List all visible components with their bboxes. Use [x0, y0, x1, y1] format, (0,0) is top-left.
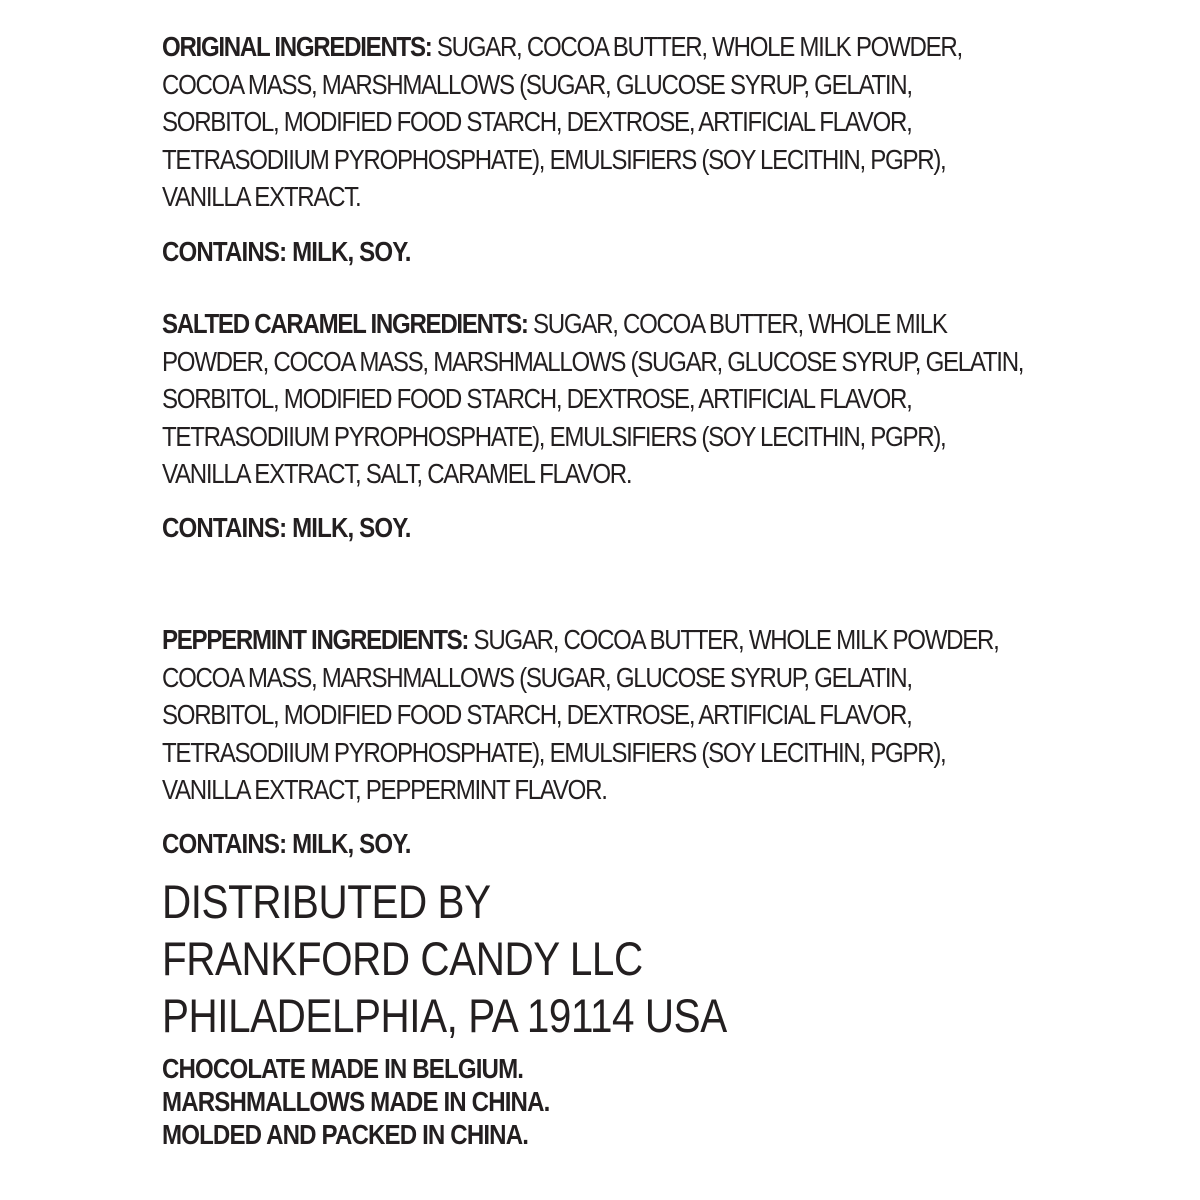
peppermint-ingredients-line-3: SORBITOL, MODIFIED FOOD STARCH, DEXTROSE, ARTIFICIAL FLAVOR, [162, 699, 912, 731]
salted-caramel-ingredients-line-2: POWDER, COCOA MASS, MARSHMALLOWS (SUGAR, GLUCOSE SYRUP, GELATIN, [162, 345, 1024, 377]
original-ingredients-line-1-text: SUGAR, COCOA BUTTER, WHOLE MILK POWDER, [431, 31, 962, 62]
origin-section [162, 1052, 1162, 1151]
distributor-section [162, 873, 1162, 1044]
peppermint-ingredients-line-1-text: SUGAR, COCOA BUTTER, WHOLE MILK POWDER, [468, 624, 999, 655]
peppermint-ingredients-line-2: COCOA MASS, MARSHMALLOWS (SUGAR, GLUCOSE SYRUP, GELATIN, [162, 661, 912, 693]
peppermint-ingredients-text [162, 621, 1108, 809]
salted-caramel-ingredients-line-4: TETRASODIIUM PYROPHOSPHATE), EMULSIFIERS (SOY LECITHIN, PGPR), [162, 420, 946, 452]
origin-line-2: MARSHMALLOWS MADE IN CHINA. [162, 1086, 550, 1117]
original-ingredients-section [162, 28, 1162, 216]
salted-caramel-ingredients-line-1-text: SUGAR, COCOA BUTTER, WHOLE MILK [527, 308, 947, 339]
peppermint-ingredients-line-4: TETRASODIIUM PYROPHOSPHATE), EMULSIFIERS (SOY LECITHIN, PGPR), [162, 736, 946, 768]
original-ingredients-line-1 [162, 28, 1108, 66]
distributor-line-3: PHILADELPHIA, PA 19114 USA [162, 989, 727, 1042]
distributor-text [162, 873, 1022, 1044]
peppermint-ingredients-label: PEPPERMINT INGREDIENTS: [162, 624, 469, 655]
peppermint-ingredients-section [162, 621, 1162, 809]
salted-caramel-ingredients-label: SALTED CARAMEL INGREDIENTS: [162, 308, 528, 339]
peppermint-contains-section [162, 828, 1162, 860]
original-ingredients-label: ORIGINAL INGREDIENTS: [162, 31, 432, 62]
peppermint-ingredients-line-1 [162, 621, 1108, 659]
salted-caramel-contains-section [162, 512, 1162, 544]
salted-caramel-ingredients-text [162, 305, 1108, 493]
original-ingredients-line-3: SORBITOL, MODIFIED FOOD STARCH, DEXTROSE, ARTIFICIAL FLAVOR, [162, 106, 912, 138]
original-ingredients-line-4: TETRASODIIUM PYROPHOSPHATE), EMULSIFIERS (SOY LECITHIN, PGPR), [162, 143, 946, 175]
origin-line-3: MOLDED AND PACKED IN CHINA. [162, 1119, 529, 1150]
salted-caramel-ingredients-line-1 [162, 305, 1108, 343]
original-contains-section [162, 236, 1162, 268]
salted-caramel-contains: CONTAINS: MILK, SOY. [162, 512, 411, 543]
distributor-line-2: FRANKFORD CANDY LLC [162, 932, 643, 985]
peppermint-contains: CONTAINS: MILK, SOY. [162, 828, 411, 859]
distributor-line-1: DISTRIBUTED BY [162, 875, 491, 928]
salted-caramel-ingredients-line-3: SORBITOL, MODIFIED FOOD STARCH, DEXTROSE, ARTIFICIAL FLAVOR, [162, 383, 912, 415]
origin-line-1: CHOCOLATE MADE IN BELGIUM. [162, 1053, 524, 1084]
peppermint-ingredients-line-5: VANILLA EXTRACT, PEPPERMINT FLAVOR. [162, 774, 607, 806]
salted-caramel-ingredients-line-5: VANILLA EXTRACT, SALT, CARAMEL FLAVOR. [162, 458, 632, 490]
origin-text [162, 1052, 1022, 1151]
original-contains: CONTAINS: MILK, SOY. [162, 236, 411, 267]
original-ingredients-line-5: VANILLA EXTRACT. [162, 181, 361, 213]
original-ingredients-line-2: COCOA MASS, MARSHMALLOWS (SUGAR, GLUCOSE SYRUP, GELATIN, [162, 68, 912, 100]
salted-caramel-ingredients-section [162, 305, 1162, 493]
original-ingredients-text [162, 28, 1108, 216]
